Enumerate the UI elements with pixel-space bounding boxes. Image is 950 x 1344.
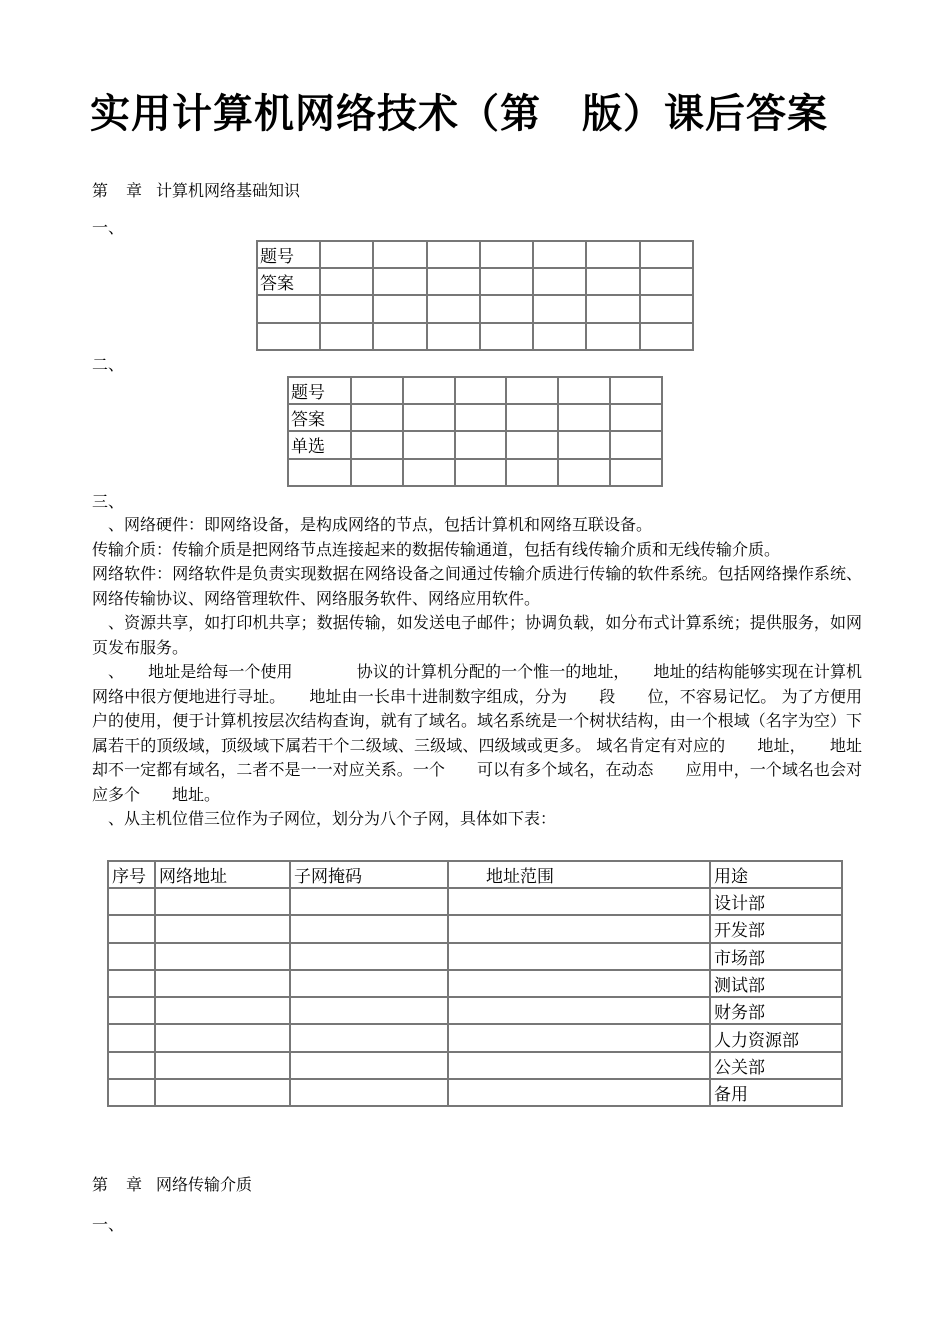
table-row [257, 295, 693, 322]
table-cell [403, 404, 455, 431]
table-cell [610, 377, 662, 404]
table-cell [558, 404, 610, 431]
table-cell [455, 459, 507, 486]
table-cell [155, 888, 290, 915]
use-cell: 开发部 [710, 915, 842, 942]
table-cell [640, 295, 693, 322]
table-cell [427, 323, 480, 350]
table-cell [586, 323, 639, 350]
use-cell: 人力资源部 [710, 1024, 842, 1051]
table-cell [257, 295, 320, 322]
chapter-prefix: 第 [92, 1175, 109, 1194]
use-cell: 市场部 [710, 943, 842, 970]
table-row [108, 1079, 842, 1106]
table-cell [533, 241, 586, 268]
table-cell [506, 431, 558, 458]
answer-paragraph: 、网络硬件：即网络设备，是构成网络的节点，包括计算机和网络互联设备。 [92, 515, 653, 534]
table-row [108, 997, 842, 1024]
table-cell: 单选 [288, 431, 351, 458]
section-three-label: 三、 [92, 492, 125, 511]
table-cell: 题号 [257, 241, 320, 268]
table-cell [640, 241, 693, 268]
table-cell [155, 915, 290, 942]
table-cell [586, 295, 639, 322]
table-cell [448, 1052, 710, 1079]
table-cell [610, 404, 662, 431]
table-cell [586, 268, 639, 295]
table-cell [320, 241, 373, 268]
table-cell [533, 268, 586, 295]
table-cell: 题号 [288, 377, 351, 404]
table-row [288, 377, 662, 404]
table-cell [155, 1079, 290, 1106]
table-row [108, 915, 842, 942]
table-cell [290, 915, 448, 942]
table-cell [290, 970, 448, 997]
chapter-name: 网络传输介质 [156, 1175, 253, 1194]
table-cell [558, 431, 610, 458]
table-cell [448, 970, 710, 997]
table-cell [290, 888, 448, 915]
table-cell [155, 1052, 290, 1079]
table-cell [320, 268, 373, 295]
table-row [108, 1052, 842, 1079]
chapter-name: 计算机网络基础知识 [156, 181, 301, 200]
table-cell [108, 1052, 155, 1079]
table-cell: 答案 [288, 404, 351, 431]
table-cell [448, 915, 710, 942]
answer-paragraph: 、从主机位借三位作为子网位，划分为八个子网，具体如下表： [92, 809, 557, 828]
chapter-prefix: 第 [92, 181, 109, 200]
table-cell [108, 915, 155, 942]
table-cell [155, 997, 290, 1024]
answer-table-2 [287, 376, 663, 487]
chapter-suffix: 章 [126, 181, 143, 200]
section-one-label: 一、 [92, 218, 125, 237]
table-cell [448, 997, 710, 1024]
use-cell: 财务部 [710, 997, 842, 1024]
table-cell [108, 1079, 155, 1106]
table-cell [108, 888, 155, 915]
table-row [288, 459, 662, 486]
subnet-table [107, 860, 843, 1107]
table-cell [403, 431, 455, 458]
table-cell [351, 431, 403, 458]
answer-paragraph: 网络软件：网络软件是负责实现数据在网络设备之间通过传输介质进行传输的软件系统。包括网络操作系统、网络传输协议、网络管理软件、网络服务软件、网络应用软件。 [92, 564, 862, 608]
use-cell: 备用 [710, 1079, 842, 1106]
table-cell [320, 295, 373, 322]
table-cell [155, 1024, 290, 1051]
table-cell [610, 459, 662, 486]
table-row [108, 1024, 842, 1051]
table-cell [506, 377, 558, 404]
table-cell [320, 323, 373, 350]
table-cell [373, 241, 426, 268]
table-cell [448, 943, 710, 970]
table-row [257, 323, 693, 350]
table-cell [108, 1024, 155, 1051]
table-cell [610, 431, 662, 458]
document-title: 实用计算机网络技术（第 版）课后答案 [90, 91, 828, 137]
use-cell: 公关部 [710, 1052, 842, 1079]
answer-paragraphs [92, 513, 862, 832]
column-header: 地址范围 [448, 861, 710, 888]
table-cell [403, 459, 455, 486]
table-cell [403, 377, 455, 404]
table-cell [290, 943, 448, 970]
table-cell [448, 1024, 710, 1051]
table-cell [455, 377, 507, 404]
answer-paragraph: 、资源共享，如打印机共享；数据传输，如发送电子邮件；协调负载，如分布式计算系统；提供服务，如网页发布服务。 [92, 613, 862, 657]
table-cell [108, 997, 155, 1024]
table-cell [586, 241, 639, 268]
table-cell [558, 377, 610, 404]
table-cell [155, 970, 290, 997]
table-row [288, 431, 662, 458]
table-cell [427, 295, 480, 322]
table-cell [480, 323, 533, 350]
section-two-label: 二、 [92, 355, 125, 374]
chapter-1-heading [92, 178, 300, 201]
table-cell [155, 943, 290, 970]
use-cell: 测试部 [710, 970, 842, 997]
table-row [108, 970, 842, 997]
table-cell [506, 459, 558, 486]
table-cell [533, 295, 586, 322]
table-cell [351, 404, 403, 431]
table-cell [533, 323, 586, 350]
table-cell [290, 1024, 448, 1051]
table-row [257, 241, 693, 268]
table-cell [448, 888, 710, 915]
table-cell [506, 404, 558, 431]
column-header: 序号 [108, 861, 155, 888]
table-cell [351, 459, 403, 486]
table-cell [108, 943, 155, 970]
table-row [257, 268, 693, 295]
table-cell [108, 970, 155, 997]
table-cell [480, 241, 533, 268]
table-cell [290, 1079, 448, 1106]
answer-paragraph: 、 地址是给每一个使用 协议的计算机分配的一个惟一的地址， 地址的结构能够实现在计算机网络中很方便地进行寻址。 地址由一长串十进制数字组成，分为 段 位，不容易记忆。 为了方便用户的使用，便于计算机按层次结构查询，就有了域名。域名系统是一个树状结构，由一个根域（名字为空）下属若干的顶级域，顶级域下属若干个二级域、三级域、四级域或更多。 域名肯定有对应的 地址， 地址却不一定都有域名，二者不是一一对应关系。一个 可以有多个域名，在动态 应用中，一个域名也会对应多个 地址。 [92, 662, 862, 804]
answer-paragraph: 传输介质：传输介质是把网络节点连接起来的数据传输通道，包括有线传输介质和无线传输介质。 [92, 539, 781, 559]
table-row [108, 888, 842, 915]
table-cell: 答案 [257, 268, 320, 295]
table-cell [288, 459, 351, 486]
column-header: 用途 [710, 861, 842, 888]
table-cell [640, 268, 693, 295]
column-header: 网络地址 [155, 861, 290, 888]
table-row [108, 943, 842, 970]
chapter-2-heading [92, 1172, 252, 1195]
answer-table-1 [256, 240, 694, 351]
use-cell: 设计部 [710, 888, 842, 915]
table-cell [448, 1079, 710, 1106]
table-cell [480, 295, 533, 322]
table-cell [290, 997, 448, 1024]
section-one-label-ch2: 一、 [92, 1215, 125, 1234]
table-cell [427, 268, 480, 295]
table-cell [427, 241, 480, 268]
table-cell [373, 295, 426, 322]
chapter-suffix: 章 [126, 1175, 143, 1194]
table-cell [257, 323, 320, 350]
table-row [288, 404, 662, 431]
table-cell [455, 404, 507, 431]
table-cell [373, 268, 426, 295]
table-cell [640, 323, 693, 350]
table-cell [558, 459, 610, 486]
table-cell [373, 323, 426, 350]
column-header: 子网掩码 [290, 861, 448, 888]
table-cell [290, 1052, 448, 1079]
table-cell [351, 377, 403, 404]
table-cell [455, 431, 507, 458]
table-cell [480, 268, 533, 295]
table-header-row [108, 861, 842, 888]
